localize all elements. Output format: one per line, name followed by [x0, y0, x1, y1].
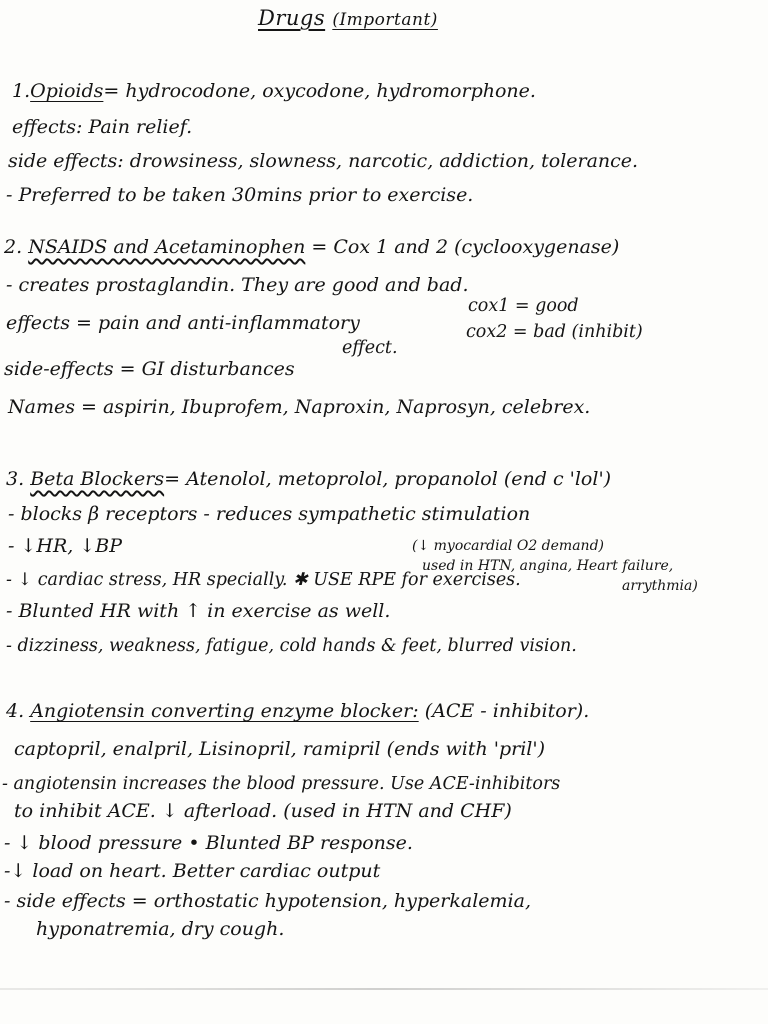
beta-receptors: - blocks β receptors - reduces sympathetic stimulation: [8, 503, 531, 525]
nsaids-prostaglandin: - creates prostaglandin. They are good and bad.: [6, 274, 469, 296]
beta-heading: Beta Blockers: [30, 468, 165, 490]
page-title: [258, 6, 438, 30]
title-sub: (Important): [332, 10, 438, 30]
nsaids-names: Names = aspirin, Ibuprofem, Naproxin, Naprosyn, celebrex.: [8, 396, 591, 418]
ace-angiotensin: - angiotensin increases the blood pressure. Use ACE-inhibitors: [2, 774, 561, 794]
ace-inhibitor: (ACE - inhibitor).: [424, 700, 590, 722]
beta-number: 3.: [6, 468, 25, 490]
opioids-number: 1.: [12, 80, 31, 102]
nsaids-effects: effects = pain and anti-inflammatory: [6, 312, 360, 334]
opioids-heading: Opioids: [30, 80, 104, 102]
ace-load-on-heart: -↓ load on heart. Better cardiac output: [4, 860, 381, 882]
nsaids-effect-word: effect.: [342, 338, 398, 358]
opioids-list: = hydrocodone, oxycodone, hydromorphone.: [103, 80, 536, 102]
nsaids-number: 2.: [4, 236, 23, 258]
beta-paren-1: (↓ myocardial O2 demand): [412, 538, 604, 554]
beta-paren-2: used in HTN, angina, Heart failure,: [422, 558, 674, 574]
nsaids-cox2: cox2 = bad (inhibit): [466, 322, 643, 342]
beta-side-effects: - dizziness, weakness, fatigue, cold hands & feet, blurred vision.: [6, 636, 577, 656]
page-edge-divider: [0, 988, 768, 990]
ace-heading-line: [6, 700, 589, 722]
ace-blood-pressure: - ↓ blood pressure • Blunted BP response.: [4, 832, 413, 854]
beta-heading-line: [6, 468, 611, 490]
opioids-heading-line: [12, 80, 536, 102]
nsaids-cox: = Cox 1 and 2 (cyclooxygenase): [311, 236, 620, 258]
opioids-effects: effects: Pain relief.: [12, 116, 193, 138]
opioids-side-effects: side effects: drowsiness, slowness, narcotic, addiction, tolerance.: [8, 150, 639, 172]
ace-side-effects: - side effects = orthostatic hypotension, hyperkalemia,: [4, 890, 531, 912]
title-main: Drugs: [258, 6, 326, 30]
ace-number: 4.: [6, 700, 25, 722]
beta-blunted-hr: - Blunted HR with ↑ in exercise as well.: [6, 600, 391, 622]
nsaids-heading: NSAIDS and Acetaminophen: [28, 236, 306, 258]
beta-paren-3: arrythmia): [622, 578, 698, 594]
nsaids-heading-line: [4, 236, 619, 258]
nsaids-cox1: cox1 = good: [468, 296, 579, 316]
opioids-note: - Preferred to be taken 30mins prior to exercise.: [6, 184, 474, 206]
beta-cardiac-stress: - ↓ cardiac stress, HR specially. ✱ USE RPE for exercises.: [6, 570, 521, 590]
ace-names: captopril, enalpril, Lisinopril, ramipril (ends with 'pril'): [14, 738, 546, 760]
ace-afterload: to inhibit ACE. ↓ afterload. (used in HTN and CHF): [14, 800, 512, 822]
beta-list: = Atenolol, metoprolol, propanolol (end c 'lol'): [164, 468, 612, 490]
ace-heading: Angiotensin converting enzyme blocker:: [30, 700, 419, 722]
beta-hr-bp: - ↓HR, ↓BP: [8, 535, 122, 557]
nsaids-side-effects: side-effects = GI disturbances: [4, 358, 295, 380]
ace-side-effects-cont: hyponatremia, dry cough.: [36, 918, 285, 940]
